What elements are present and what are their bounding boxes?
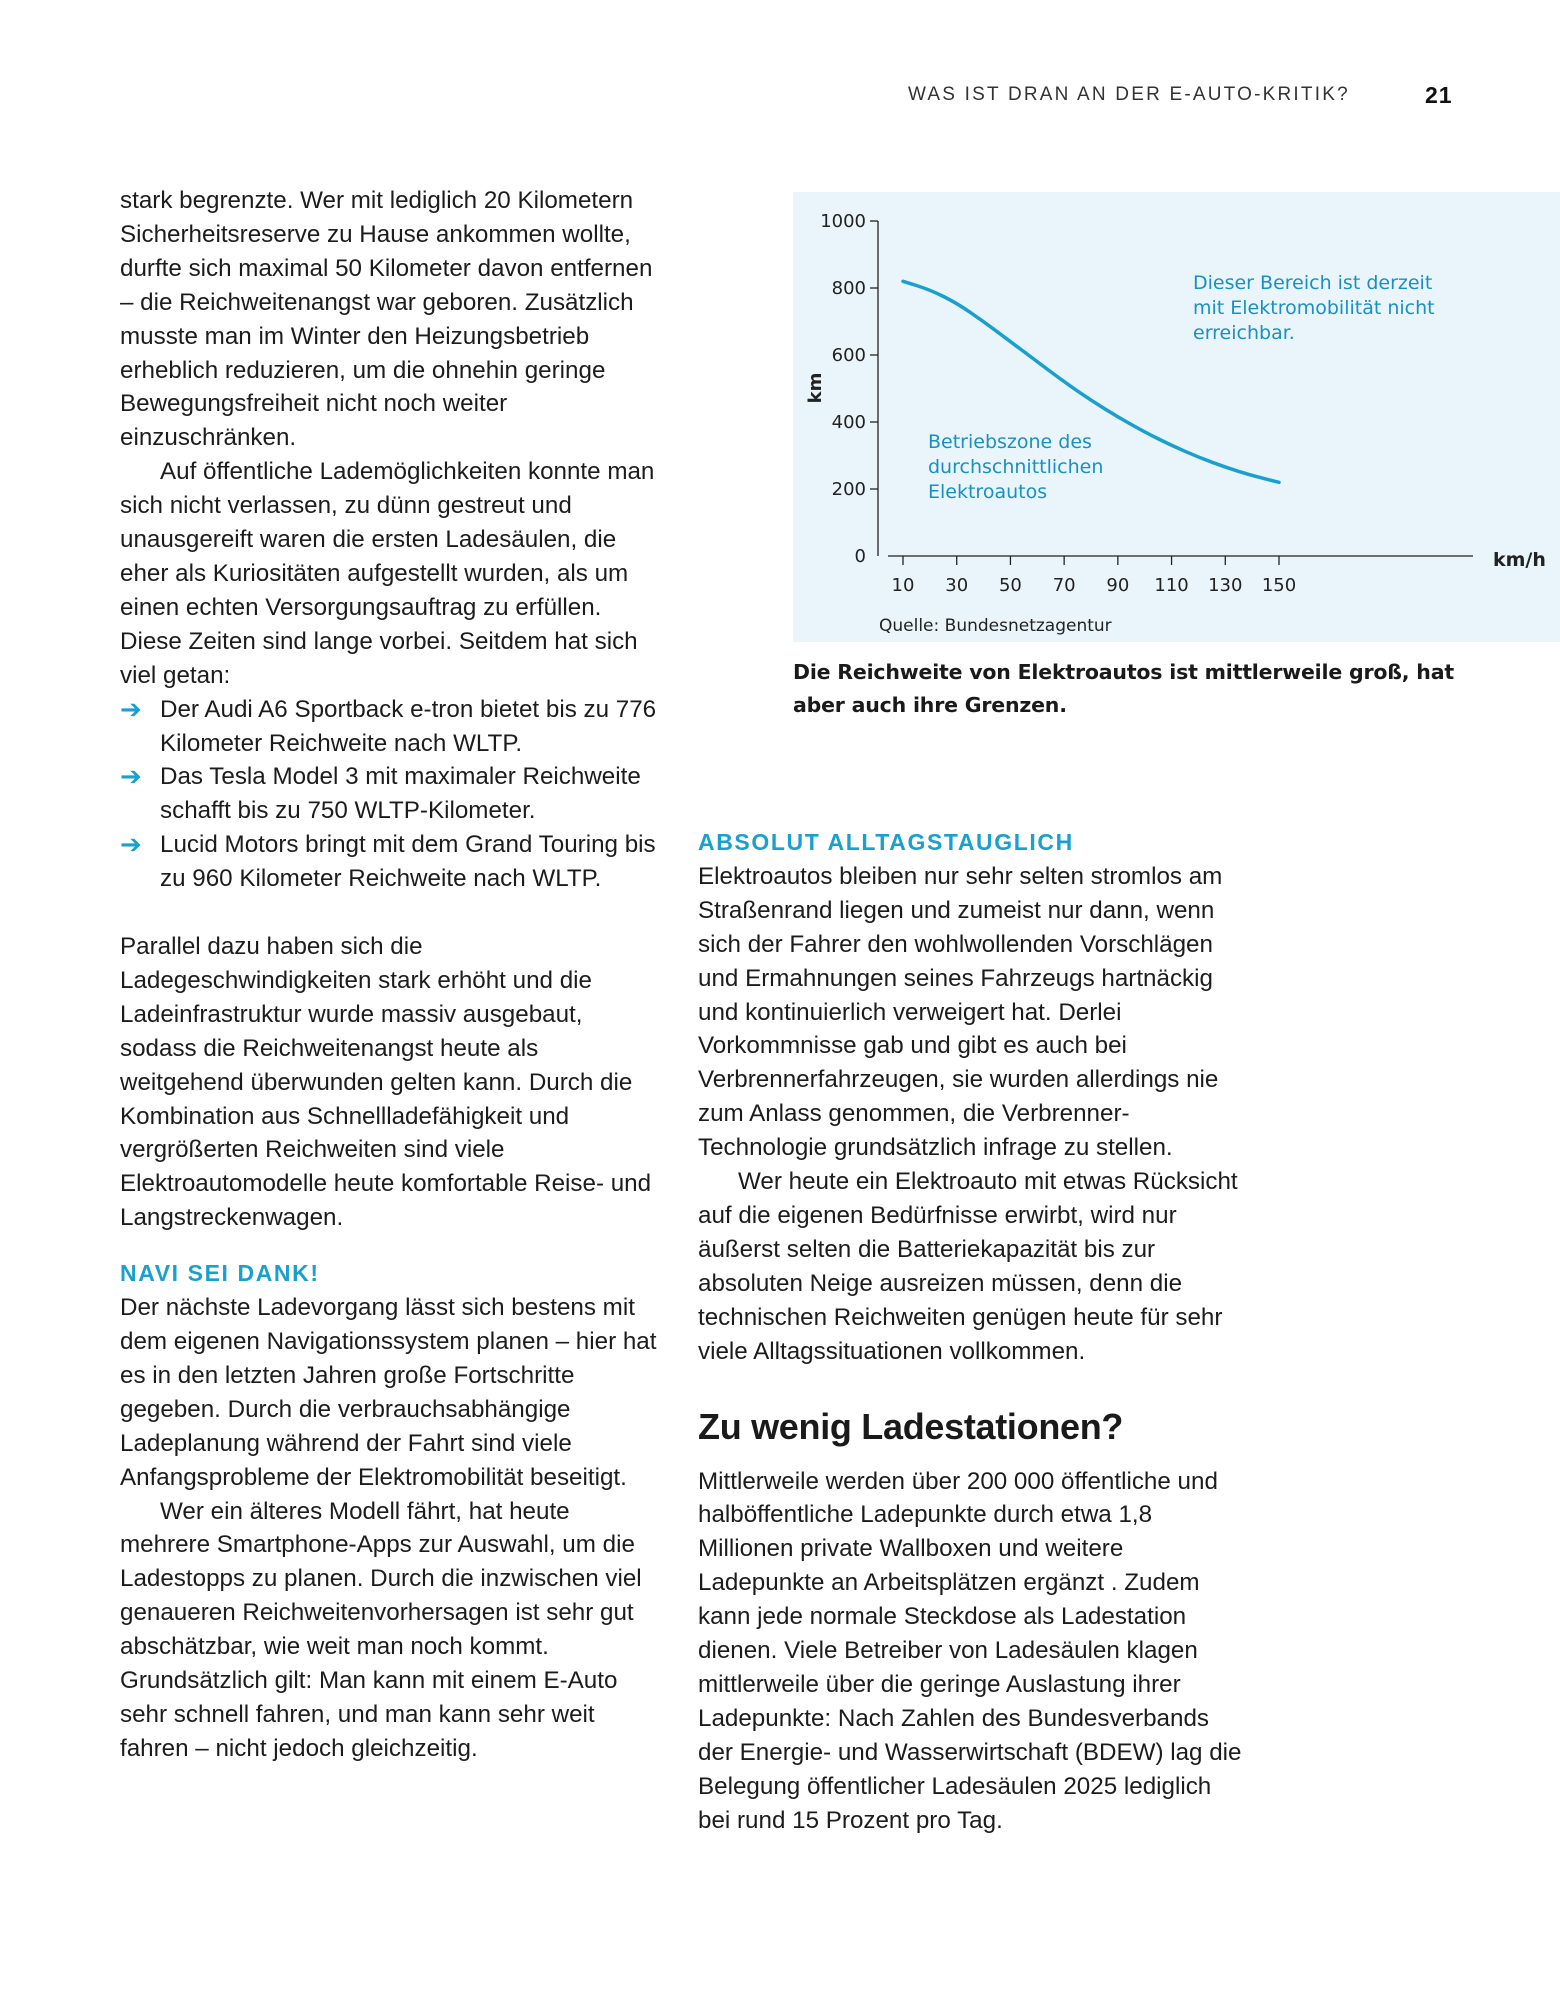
annotation-line: erreichbar. xyxy=(1193,322,1295,344)
paragraph: stark begrenzte. Wer mit lediglich 20 Kilometern Sicherheitsreserve zu Hause ankommen wollte, durfte sich maximal 50 Kilometer davon entfernen – die Reichweitenangst war geboren. Zusätzlich musste man im Winter den Heizungsbetrieb erheblich reduzieren, um die ohnehin geringe Bewegungsfreiheit nicht noch weiter einzuschränken. xyxy=(120,187,653,452)
paragraph: Auf öffentliche Lademöglichkeiten konnte man sich nicht verlassen, zu dünn gestreut und unausgereift waren die ersten Ladesäulen, die eher als Kuriositäten aufgestellt wurden, als um einen echten Versorgungsauftrag zu erfüllen. Diese Zeiten sind lange vorbei. Seitdem hat sich viel getan: xyxy=(120,458,655,689)
arrow-right-icon: ➔ xyxy=(120,693,142,724)
x-tick-label: 150 xyxy=(1261,575,1297,596)
list-item-text: Der Audi A6 Sportback e-tron bietet bis zu 776 Kilometer Reichweite nach WLTP. xyxy=(160,695,657,757)
y-tick-label: 400 xyxy=(831,412,866,433)
arrow-right-icon: ➔ xyxy=(120,829,142,860)
x-tick-label: 110 xyxy=(1154,575,1189,596)
page-number: 21 xyxy=(1425,82,1453,108)
annotation-line: Betriebszone des xyxy=(928,431,1092,453)
paragraph: Mittlerweile werden über 200 000 öffentliche und halböffentliche Ladepunkte durch etwa 1,8 Millionen private Wallboxen und weitere Ladepunkte an Arbeitsplätzen ergänzt . Zudem kann jede normale Steckdose als Ladestation dienen. Viele Betreiber von Ladesäulen klagen mittlerweile über die geringe Auslastung ihrer Ladepunkte: Nach Zahlen des Bundesverbands der Energie- und Wasserwirtschaft (BDEW) lag die Belegung öffentlicher Ladesäulen 2025 lediglich bei rund 15 Prozent pro Tag. xyxy=(698,1467,1242,1834)
heading-ladestationen: Zu wenig Ladestationen? xyxy=(698,1405,1124,1447)
x-tick-label: 50 xyxy=(998,575,1022,596)
annotation-operating-zone xyxy=(928,431,1103,503)
annotation-line: durchschnittlichen xyxy=(928,456,1104,478)
range-chart-figure xyxy=(793,192,1560,642)
list-item xyxy=(120,760,665,828)
range-chart xyxy=(793,192,1560,642)
paragraph: Wer heute ein Elektroauto mit etwas Rücksicht auf die eigenen Bedürfnisse erwirbt, wird nur äußerst selten die Batteriekapazität bis zur absoluten Neige ausreizen müssen, denn die technischen Reichweiten genügen heute für sehr viele Alltagssituationen vollkommen. xyxy=(698,1168,1238,1365)
section-heading-navi: NAVI SEI DANK! xyxy=(120,1260,320,1287)
list-item xyxy=(120,693,665,761)
list-item-text: Lucid Motors bringt mit dem Grand Touring bis zu 960 Kilometer Reichweite nach WLTP. xyxy=(160,831,656,893)
x-axis-label: km/h xyxy=(1493,549,1546,571)
running-title: WAS IST DRAN AN DER E-AUTO-KRITIK? xyxy=(908,84,1350,105)
arrow-right-icon: ➔ xyxy=(120,761,142,792)
list-item xyxy=(120,828,665,896)
chart-source: Quelle: Bundesnetzagentur xyxy=(879,616,1112,636)
y-tick-label: 1000 xyxy=(820,211,866,232)
paragraph: Wer ein älteres Modell fährt, hat heute mehrere Smartphone-Apps zur Auswahl, um die Ladestopps zu planen. Durch die inzwischen viel genaueren Reichweitenvorhersagen ist sehr gut abschätzbar, wie weit man noch kommt. Grundsätzlich gilt: Man kann mit einem E-Auto sehr schnell fahren, und man kann sehr weit fahren – nicht jedoch gleichzeitig. xyxy=(120,1497,642,1762)
annotation-unreachable xyxy=(1193,272,1435,344)
y-tick-label: 600 xyxy=(831,345,866,366)
y-tick-label: 200 xyxy=(831,479,866,500)
x-tick-label: 90 xyxy=(1106,575,1130,596)
x-tick-label: 70 xyxy=(1052,575,1076,596)
y-tick-label: 0 xyxy=(854,546,866,567)
annotation-line: Elektroautos xyxy=(928,481,1048,503)
annotation-line: Dieser Bereich ist derzeit xyxy=(1193,272,1433,294)
figure-caption: Die Reichweite von Elektroautos ist mittlerweile groß, hat aber auch ihre Grenzen. xyxy=(793,660,1454,717)
x-tick-label: 130 xyxy=(1208,575,1243,596)
left-column xyxy=(120,184,665,1766)
annotation-line: mit Elektromobilität nicht xyxy=(1193,297,1435,319)
paragraph: Parallel dazu haben sich die Ladegeschwindigkeiten stark erhöht und die Ladeinfrastruktur wurde massiv ausgebaut, sodass die Reichweitenangst heute als weitgehend überwunden gelten kann. Durch die Kombination aus Schnellladefähigkeit und vergrößerten Reichweiten sind viele Elektroautomodelle heute komfortable Reise- und Langstreckenwagen. xyxy=(120,933,652,1232)
right-column xyxy=(698,826,1243,1837)
paragraph: Der nächste Ladevorgang lässt sich bestens mit dem eigenen Navigationssystem planen – hier hat es in den letzten Jahren große Fortschritte gegeben. Durch die verbrauchsabhängige Ladeplanung während der Fahrt sind viele Anfangsprobleme der Elektromobilität beseitigt. xyxy=(120,1294,657,1491)
x-tick-label: 10 xyxy=(891,575,915,596)
list-item-text: Das Tesla Model 3 mit maximaler Reichweite schafft bis zu 750 WLTP-Kilometer. xyxy=(160,763,641,825)
paragraph: Elektroautos bleiben nur sehr selten stromlos am Straßenrand liegen und zumeist nur dann, wenn sich der Fahrer den wohlwollenden Vorschlägen und Ermahnungen seines Fahrzeugs hartnäckig und kontinuierlich verweigert hat. Derlei Vorkommnisse gab und gibt es auch bei Verbrennerfahrzeugen, sie wurden allerdings nie zum Anlass genommen, die Verbrenner-Technologie grundsätzlich infrage zu stellen. xyxy=(698,862,1223,1162)
section-heading-alltag: ABSOLUT ALLTAGSTAUGLICH xyxy=(698,829,1074,855)
x-tick-label: 30 xyxy=(945,575,969,596)
y-axis-label: km xyxy=(805,372,826,404)
y-tick-label: 800 xyxy=(831,278,866,299)
model-list xyxy=(120,693,665,896)
